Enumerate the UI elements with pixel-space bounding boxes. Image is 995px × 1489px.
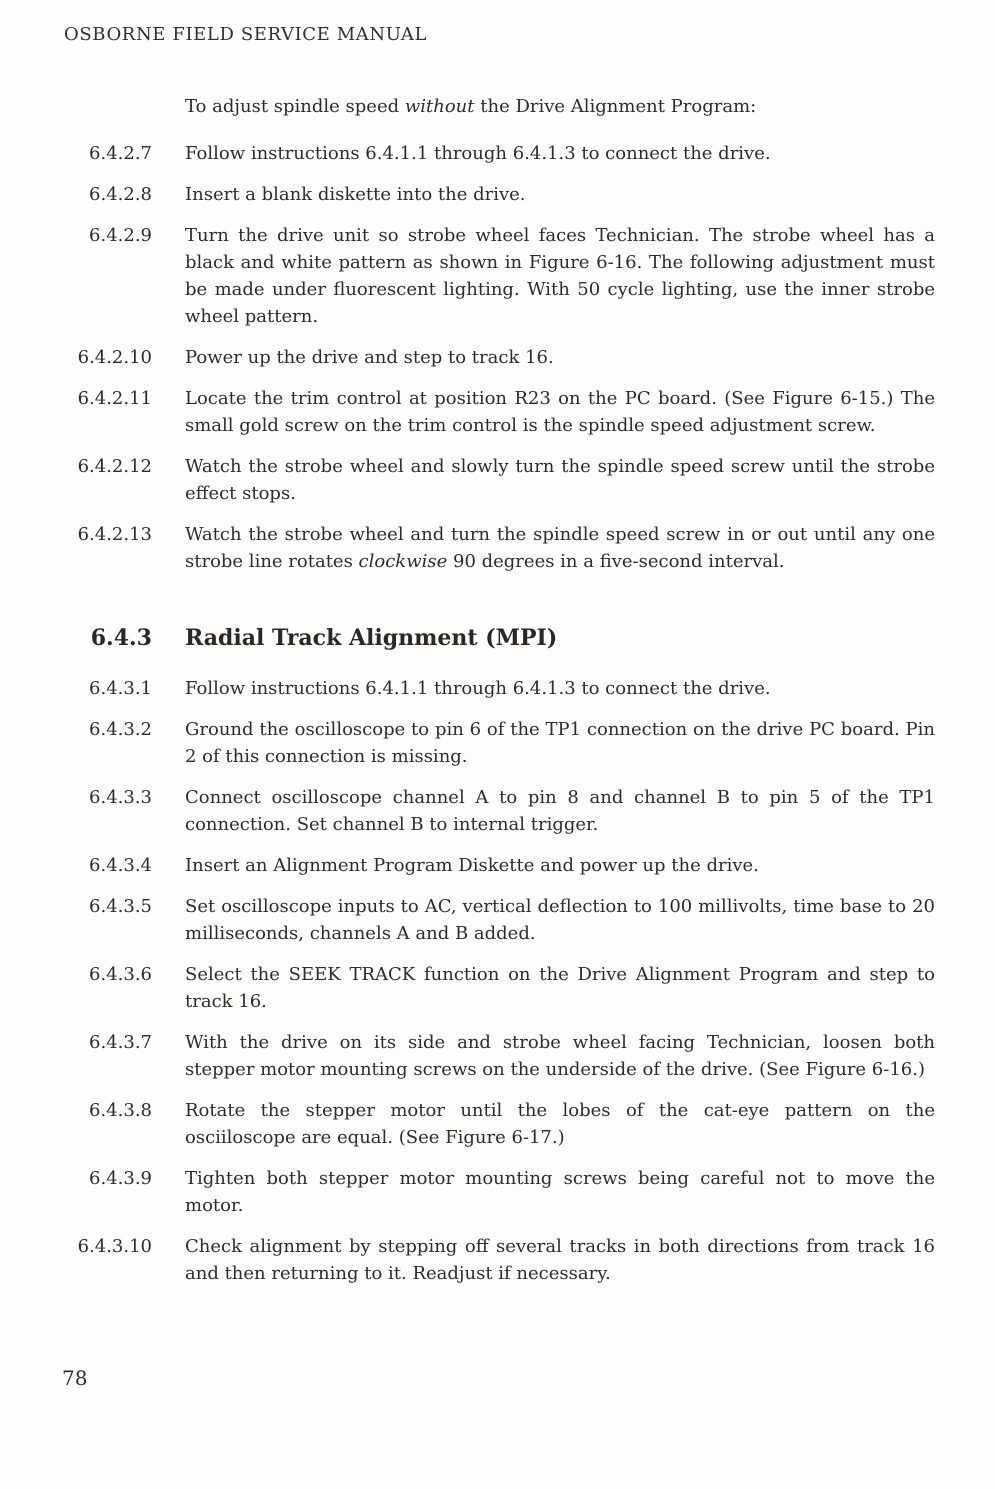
step-number: 6.4.3.10 bbox=[77, 1236, 152, 1257]
section-heading bbox=[64, 625, 935, 651]
running-header: OSBORNE FIELD SERVICE MANUAL bbox=[64, 24, 428, 45]
step-item bbox=[64, 716, 935, 770]
step-text: Rotate the stepper motor until the lobes of the cat-eye pattern on the osciiloscope are equal. (See Figure 6-17.) bbox=[185, 1100, 935, 1148]
step-item bbox=[64, 181, 935, 208]
step-item bbox=[64, 675, 935, 702]
step-item bbox=[64, 784, 935, 838]
step-number: 6.4.2.11 bbox=[77, 388, 152, 409]
step-number: 6.4.3.6 bbox=[89, 964, 152, 985]
step-text: Follow instructions 6.4.1.1 through 6.4.1.3 to connect the drive. bbox=[185, 678, 771, 699]
step-item bbox=[64, 1097, 935, 1151]
step-number: 6.4.3.3 bbox=[89, 787, 152, 808]
step-text: Set oscilloscope inputs to AC, vertical deflection to 100 millivolts, time base to 20 milliseconds, channels A and B added. bbox=[185, 896, 935, 944]
step-number: 6.4.2.13 bbox=[77, 524, 152, 545]
step-item bbox=[64, 385, 935, 439]
step-number: 6.4.3.8 bbox=[89, 1100, 152, 1121]
step-text bbox=[185, 521, 935, 575]
step-number: 6.4.2.7 bbox=[89, 143, 152, 164]
step-number: 6.4.2.12 bbox=[77, 456, 152, 477]
step-text-post: 90 degrees in a five-second interval. bbox=[447, 551, 785, 572]
step-item bbox=[64, 852, 935, 879]
intro-paragraph bbox=[185, 93, 935, 120]
section-title: Radial Track Alignment (MPI) bbox=[185, 625, 558, 651]
step-text: Watch the strobe wheel and slowly turn the spindle speed screw until the strobe effect stops. bbox=[185, 456, 935, 504]
step-number: 6.4.2.8 bbox=[89, 184, 152, 205]
step-number: 6.4.3.9 bbox=[89, 1168, 152, 1189]
spindle-speed-steps-list bbox=[64, 140, 935, 575]
section-number: 6.4.3 bbox=[90, 625, 152, 651]
step-text: Tighten both stepper motor mounting screws being careful not to move the motor. bbox=[185, 1168, 935, 1216]
step-text-em: clockwise bbox=[358, 551, 448, 572]
step-item bbox=[64, 1165, 935, 1219]
intro-text-post: the Drive Alignment Program: bbox=[474, 96, 757, 117]
step-text: Turn the drive unit so strobe wheel faces Technician. The strobe wheel has a black and white pattern as shown in Figure 6-16. The following adjustment must be made under fluorescent lighting. With 50 cycle lighting, use the inner strobe wheel pattern. bbox=[185, 225, 935, 327]
radial-track-steps-list bbox=[64, 675, 935, 1287]
step-item bbox=[64, 453, 935, 507]
page-header bbox=[64, 24, 935, 45]
page-number: 78 bbox=[62, 1366, 88, 1390]
step-number: 6.4.2.10 bbox=[77, 347, 152, 368]
step-item bbox=[64, 344, 935, 371]
step-text-pre: Watch the strobe wheel and turn the spindle speed screw in or out until any one strobe line rotates bbox=[185, 524, 935, 572]
step-text: Check alignment by stepping off several tracks in both directions from track 16 and then returning to it. Readjust if necessary. bbox=[185, 1236, 935, 1284]
intro-text-pre: To adjust spindle speed bbox=[185, 96, 405, 117]
step-item bbox=[64, 893, 935, 947]
step-item bbox=[64, 521, 935, 575]
step-number: 6.4.3.1 bbox=[89, 678, 152, 699]
step-text: Ground the oscilloscope to pin 6 of the TP1 connection on the drive PC board. Pin 2 of this connection is missing. bbox=[185, 719, 935, 767]
step-number: 6.4.3.4 bbox=[89, 855, 152, 876]
step-number: 6.4.3.2 bbox=[89, 719, 152, 740]
step-text: With the drive on its side and strobe wheel facing Technician, loosen both stepper motor mounting screws on the underside of the drive. (See Figure 6-16.) bbox=[185, 1032, 935, 1080]
step-item bbox=[64, 1029, 935, 1083]
step-text: Locate the trim control at position R23 on the PC board. (See Figure 6-15.) The small gold screw on the trim control is the spindle speed adjustment screw. bbox=[185, 388, 935, 436]
step-text: Select the SEEK TRACK function on the Drive Alignment Program and step to track 16. bbox=[185, 964, 935, 1012]
step-item bbox=[64, 222, 935, 330]
step-text: Power up the drive and step to track 16. bbox=[185, 347, 554, 368]
step-number: 6.4.3.7 bbox=[89, 1032, 152, 1053]
step-item bbox=[64, 961, 935, 1015]
step-number: 6.4.2.9 bbox=[89, 225, 152, 246]
step-text: Follow instructions 6.4.1.1 through 6.4.1.3 to connect the drive. bbox=[185, 143, 771, 164]
step-text: Insert an Alignment Program Diskette and power up the drive. bbox=[185, 855, 759, 876]
intro-emphasis: without bbox=[404, 96, 475, 117]
step-item bbox=[64, 1233, 935, 1287]
step-item bbox=[64, 140, 935, 167]
step-number: 6.4.3.5 bbox=[89, 896, 152, 917]
step-text: Insert a blank diskette into the drive. bbox=[185, 184, 526, 205]
step-text: Connect oscilloscope channel A to pin 8 and channel B to pin 5 of the TP1 connection. Set channel B to internal trigger. bbox=[185, 787, 935, 835]
